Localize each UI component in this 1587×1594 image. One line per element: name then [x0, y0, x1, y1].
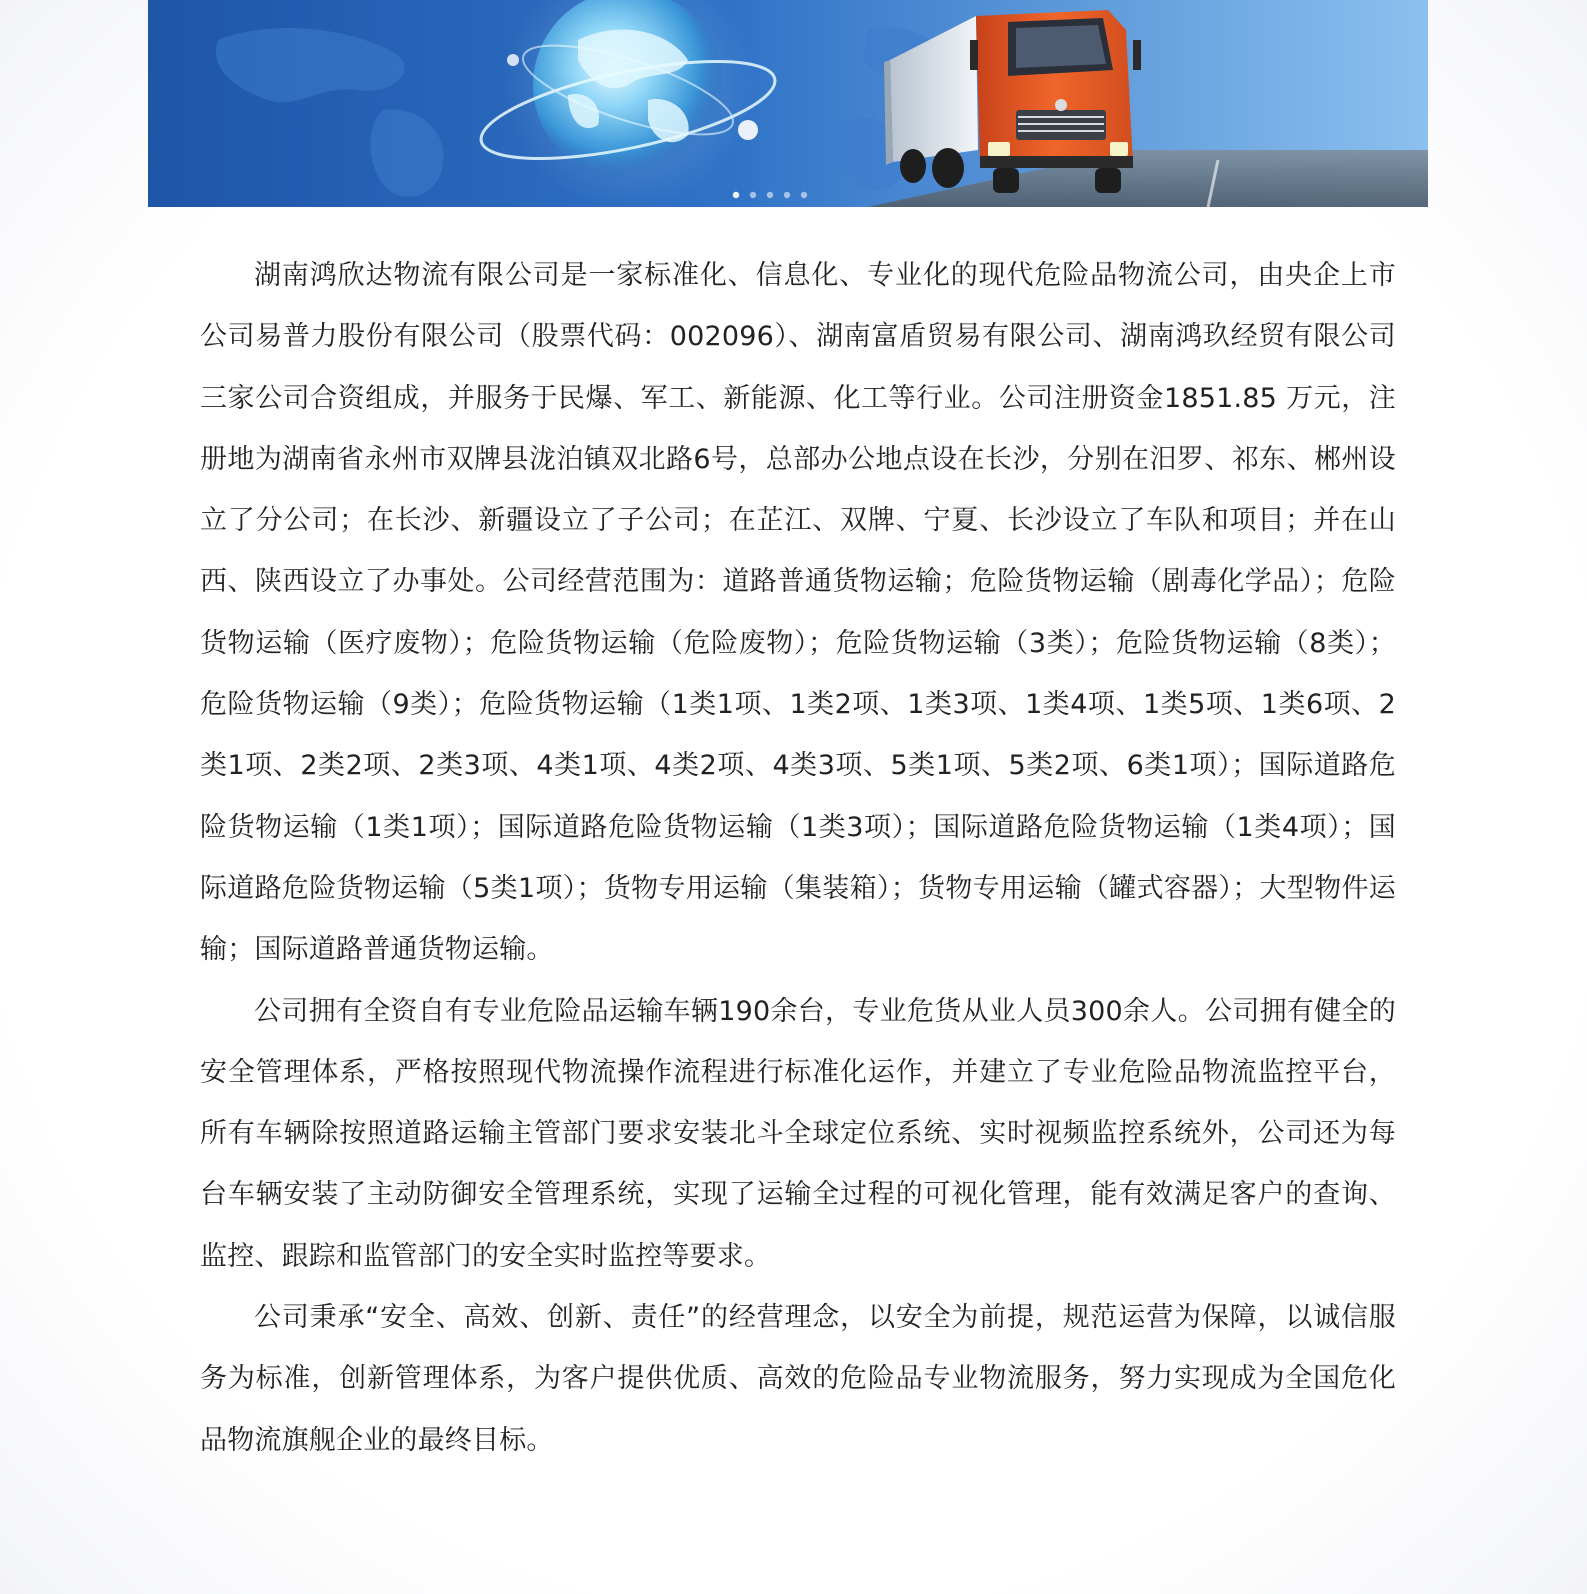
philosophy-paragraph: 公司秉承“安全、高效、创新、责任”的经营理念，以安全为前提，规范运营为保障，以诚信服务为标准，创新管理体系，为客户提供优质、高效的危险品专业物流服务，努力实现成为全国危化品物流旗舰企业的最终目标。 — [200, 1302, 1396, 1456]
hero-banner — [148, 0, 1428, 207]
company-introduction — [200, 245, 1396, 1471]
banner-illustration — [148, 0, 1428, 207]
intro-paragraph: 湖南鸿欣达物流有限公司是一家标准化、信息化、专业化的现代危险品物流公司，由央企上市公司易普力股份有限公司（股票代码：002096）、湖南富盾贸易有限公司、湖南鸿玖经贸有限公司三家公司合资组成，并服务于民爆、军工、新能源、化工等行业。公司注册资金1851.85 万元，注册地为湖南省永州市双牌县泷泊镇双北路6号，总部办公地点设在长沙，分别在汨罗、祁东、郴州设立了分公司；在长沙、新疆设立了子公司；在芷江、双牌、宁夏、长沙设立了车队和项目；并在山西、陕西设立了办事处。公司经营范围为：道路普通货物运输；危险货物运输（剧毒化学品）；危险货物运输（医疗废物）；危险货物运输（危险废物）；危险货物运输（3类）；危险货物运输（8类）；危险货物运输（9类）；危险货物运输（1类1项、1类2项、1类3项、1类4项、1类5项、1类6项、2类1项、2类2项、2类3项、4类1项、4类2项、4类3项、5类1项、5类2项、6类1项）；国际道路危险货物运输（1类1项）；国际道路危险货物运输（1类3项）；国际道路危险货物运输（1类4项）；国际道路危险货物运输（5类1项）；货物专用运输（集装箱）；货物专用运输（罐式容器）；大型物件运输；国际道路普通货物运输。 — [200, 260, 1396, 966]
fleet-safety-paragraph: 公司拥有全资自有专业危险品运输车辆190余台，专业危货从业人员300余人。公司拥有健全的安全管理体系，严格按照现代物流操作流程进行标准化运作，并建立了专业危险品物流监控平台，所有车辆除按照道路运输主管部门要求安装北斗全球定位系统、实时视频监控系统外，公司还为每台车辆安装了主动防御安全管理系统，实现了运输全过程的可视化管理，能有效满足客户的查询、监控、跟踪和监管部门的安全实时监控等要求。 — [200, 995, 1396, 1272]
